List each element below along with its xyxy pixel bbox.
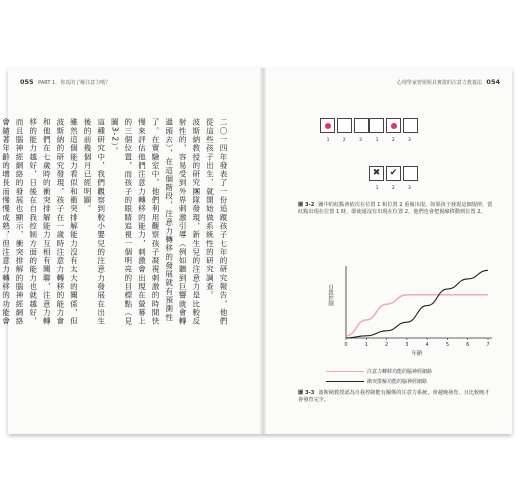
- body-paragraph-2: 波斯納教授的研究團隊發現，新生兒的注意力是比較反射性的，容易受到外界刺激引導（例如聽到巨響就會轉過頭去），在這個階段，注意力轉移的發展就有預測性了。在實驗室中，他們利用觀察孩子凝視刺激的時間快慢來評估他們注意力轉移的能力，刺激會出現在螢幕上的三個位置，而孩子的眼睛追視一個明亮的目標點（見圖3-2）。: [110, 118, 201, 326]
- position-label: 1: [375, 138, 379, 143]
- trial-row-3: [369, 166, 420, 181]
- position-labels-3: [369, 186, 418, 191]
- position-label: 2: [391, 138, 395, 143]
- x-tick-label: 5: [445, 342, 450, 348]
- target-box-empty: [369, 118, 384, 133]
- position-label: 3: [408, 138, 411, 143]
- x-tick-label: 1: [364, 342, 368, 348]
- left-running-title: PART 1．你真的了解注意力嗎？: [38, 80, 111, 86]
- figure-3-2-label: 圖 3-2: [298, 202, 315, 208]
- series-line-conflict-resolution: [346, 270, 488, 338]
- position-label: 3: [408, 186, 411, 191]
- series-line-attention-shift: [346, 295, 488, 336]
- x-tick-label: 2: [384, 342, 389, 348]
- vertical-body-text: [1, 118, 230, 330]
- x-tick-label: 0: [344, 342, 348, 348]
- target-box-with-dot: [386, 118, 401, 133]
- target-box-empty: [337, 118, 352, 133]
- self-control-chart: [308, 258, 498, 368]
- legend-item-1: [326, 368, 432, 375]
- target-box-empty: [403, 118, 418, 133]
- body-paragraph-3: 這種研究中，我們觀察到較小嬰兒的注意力發展在出生後的前幾個月已經明顯。: [83, 118, 106, 326]
- right-page-number: 054: [486, 78, 500, 86]
- left-page-number: 055: [20, 78, 34, 86]
- legend-swatch-pink: [326, 371, 364, 372]
- figure-3-3-caption: [298, 390, 494, 405]
- cross-icon: ✖: [372, 168, 381, 178]
- red-dot-icon: [391, 123, 397, 129]
- x-axis-label: 年齡: [411, 351, 423, 357]
- position-label: 1: [375, 186, 379, 191]
- x-tick-label: 4: [425, 342, 429, 348]
- position-labels-2: [369, 138, 418, 143]
- position-label: 3: [359, 138, 362, 143]
- position-labels-1: [320, 138, 369, 143]
- x-tick-label: 6: [466, 342, 470, 348]
- target-box-empty: [354, 118, 369, 133]
- figure-3-3-caption-text: 波斯納教授認為自我控制能有關係的注意力系統，會越晚發育，且比較晚才會發育完全。: [298, 390, 490, 404]
- check-icon: ✔: [389, 168, 398, 178]
- right-running-title: 心理學家曾姐姐具實證的注意力教養法: [396, 80, 482, 86]
- target-box-check: [386, 166, 401, 181]
- trial-row-2: [369, 118, 420, 133]
- book-gutter: [260, 68, 266, 434]
- left-page-header: [20, 78, 110, 86]
- y-axis-label: 自我控制: [327, 284, 333, 306]
- legend-swatch-black: [326, 381, 364, 382]
- position-label: 1: [326, 138, 330, 143]
- target-box-cross: [369, 166, 384, 181]
- target-box-empty: [403, 166, 418, 181]
- x-tick-label: 7: [486, 342, 490, 348]
- body-paragraph-1: 二〇一四年發表了一份追蹤孩子七年的研究報告，他們從這些孩子出生、就開始做系統性的研究調查。: [205, 118, 228, 326]
- book-spread: [1, 68, 512, 434]
- legend-label-2: 衝突排解功能的腦神經網路: [367, 379, 428, 385]
- figure-3-3-label: 圖 3-3: [298, 390, 315, 396]
- position-label: 2: [342, 138, 346, 143]
- right-page-header: [397, 78, 500, 86]
- position-label: 2: [391, 186, 395, 191]
- figure-3-2-caption: [298, 202, 494, 217]
- body-paragraph-4: 雖然這個能力看似和衝突排解能力沒有太大的關係，但波斯納的研究發現，孩子在一歲時注意力轉移的能力會和他們在七歲時的衝突排解能力互相有關聯，注意力轉移的能力越好，日後在自我控制方面的能力也就越好，而且腦神經網絡的發展也顯示，衝突排解的腦神經網絡會隨著年齡的增長而慢慢成熟，但注意力轉移的功能會: [1, 118, 79, 326]
- legend-label-1: 注意力轉移功能的腦神經網路: [367, 369, 433, 375]
- x-tick-label: 3: [405, 342, 409, 348]
- red-dot-icon: [325, 123, 331, 129]
- trial-row-1: [320, 118, 371, 133]
- legend-item-2: [326, 378, 427, 385]
- figure-3-2-caption-text: 圖中的紅點會依次在位置 1 和位置 2 重複出現。如果孩子發現這個規律，當紅點出現在位置 1 時，即使還沒有出現在位置 2，他們也會把視線移動到位置 2。: [298, 202, 493, 216]
- target-box-with-dot: [320, 118, 335, 133]
